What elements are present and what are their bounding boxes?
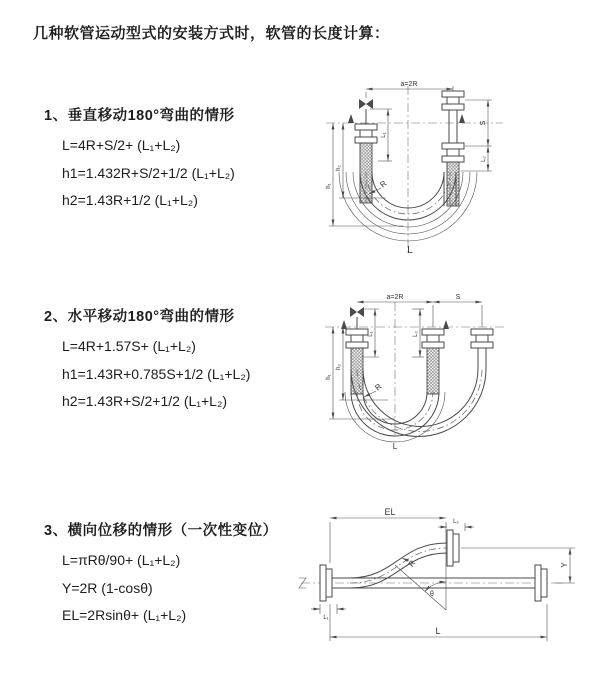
left-flange xyxy=(320,565,332,601)
left-pipe-flange xyxy=(355,124,377,203)
dim-label-l1: L₁ xyxy=(323,615,329,621)
dimension-l xyxy=(330,604,547,641)
section-3-formulas xyxy=(62,547,300,630)
section-2-heading: 2、水平移动180°弯曲的情形 xyxy=(44,309,235,325)
formula-el: EL=2Rsinθ+ (L₁+L₂) xyxy=(62,607,187,623)
valve-icon xyxy=(350,307,364,329)
dimension-a2r xyxy=(357,294,433,302)
section-lateral-displacement xyxy=(44,519,300,630)
valve-icon xyxy=(359,92,373,124)
diagram-lateral-displacement xyxy=(295,507,600,652)
formula-length: L=4R+1.57S+ (L₁+L₂) xyxy=(62,338,196,354)
dimension-a2r xyxy=(366,81,453,91)
dim-label-l1: L₁ xyxy=(381,132,387,138)
length-label: L xyxy=(407,245,413,256)
formula-h2: h2=1.43R+1/2 (L₁+L₂) xyxy=(62,192,198,208)
dim-label-h2: h₂ xyxy=(336,165,342,171)
dim-label-s: S xyxy=(455,294,461,301)
hose-s-curve xyxy=(350,543,447,588)
dim-label-h1: h₁ xyxy=(326,183,332,189)
dim-label-y: Y xyxy=(560,562,569,568)
formula-length: L=πRθ/90+ (L₁+L₂) xyxy=(62,552,181,568)
dim-label-l2: L₂ xyxy=(453,519,459,525)
dimension-l1 xyxy=(311,604,346,621)
section-vertical-bend xyxy=(44,104,300,215)
dim-label-a2r: a=2R xyxy=(400,81,418,88)
dimension-l1 xyxy=(370,109,392,161)
radius-label: R xyxy=(378,178,389,190)
formula-length: L=4R+S/2+ (L₁+L₂) xyxy=(62,137,181,153)
page-title: 几种软管运动型式的安装方式时，软管的长度计算： xyxy=(33,25,390,42)
centerlines xyxy=(326,86,503,254)
right-pipe-flange xyxy=(471,329,493,355)
length-label: L xyxy=(392,442,398,451)
dim-label-h1: h₁ xyxy=(326,374,332,380)
formula-h1: h1=1.432R+S/2+1/2 (L₁+L₂) xyxy=(62,164,235,181)
dim-label-h2: h₂ xyxy=(336,364,342,370)
dim-label-a2r: a=2R xyxy=(386,294,404,301)
braided-hose-section xyxy=(447,162,459,206)
dim-label-el: EL xyxy=(384,507,396,517)
dim-label-s: S xyxy=(480,120,487,126)
diagram-horizontal-bend xyxy=(300,287,600,472)
section-1-formulas xyxy=(62,132,300,215)
dim-label-l2: L₂ xyxy=(481,156,487,162)
middle-pipe-flange xyxy=(422,329,444,394)
dim-label-l1: L₁ xyxy=(368,331,374,337)
dimension-s xyxy=(433,294,482,302)
section-3-heading: 3、横向位移的情形（一次性变位） xyxy=(44,523,278,539)
radius-label: R xyxy=(406,558,418,569)
upper-flange-displaced xyxy=(447,530,459,566)
formula-h2: h2=1.43R+S/2+1/2 (L₁+L₂) xyxy=(62,393,228,409)
formula-h1: h1=1.43R+0.785S+1/2 (L₁+L₂) xyxy=(62,365,251,382)
formula-y: Y=2R (1-cosθ) xyxy=(62,579,153,596)
right-flange xyxy=(535,565,547,601)
diagram-vertical-bend xyxy=(298,76,598,271)
dimension-l2 xyxy=(461,146,492,171)
radius-label: R xyxy=(373,381,384,393)
dim-label-l2: L₂ xyxy=(413,331,419,337)
dim-label-l: L xyxy=(435,626,441,636)
hose-u-curves xyxy=(345,355,486,442)
section-2-formulas xyxy=(62,333,300,416)
section-horizontal-bend xyxy=(44,305,300,416)
dimension-l2 xyxy=(438,519,474,531)
section-1-heading: 1、垂直移动180°弯曲的情形 xyxy=(44,108,235,124)
theta-label: θ xyxy=(430,591,434,598)
braided-hose-section xyxy=(427,348,439,394)
